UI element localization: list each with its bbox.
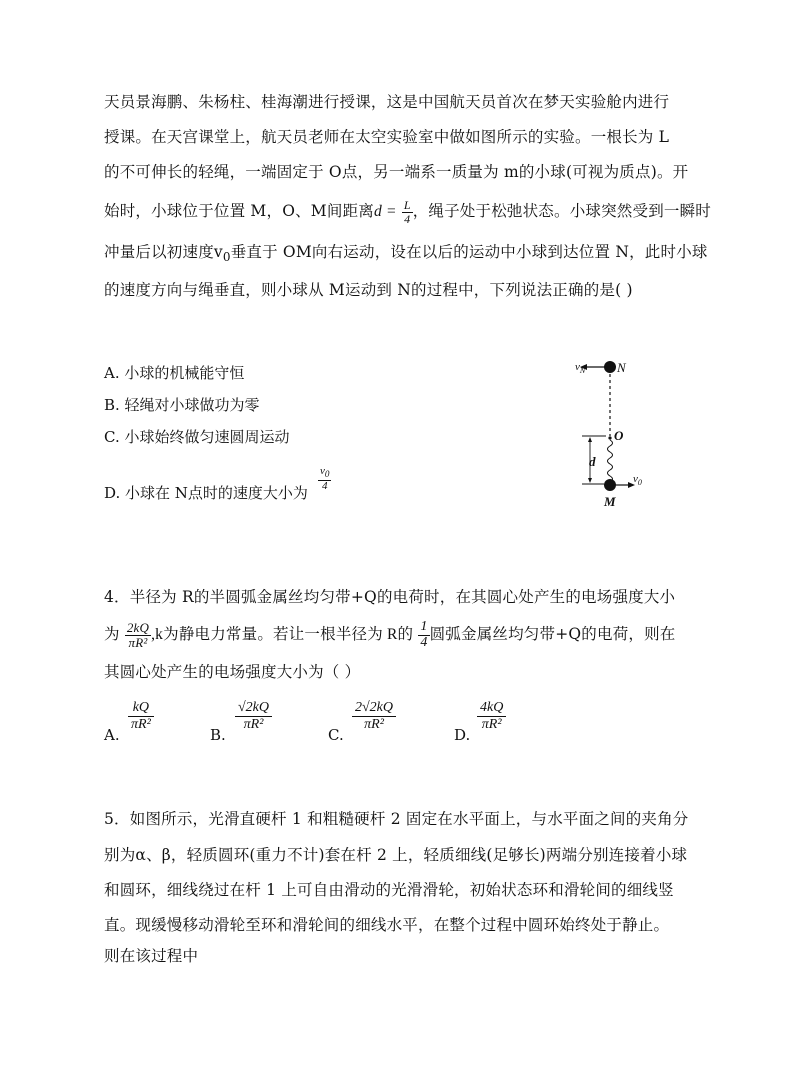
q4-choice-a-fraction: $\frac{kQ}{\text{πR²}}$ [128, 700, 154, 733]
option-d-fraction: $\frac{v_0}{4}$ [320, 465, 330, 492]
q5-line-1: 5．如图所示，光滑直硬杆 1 和粗糙硬杆 2 固定在水平面上，与水平面之间的夹角分 [104, 810, 689, 828]
q4-choice-d-fraction: $\frac{4kQ}{\text{πR²}}$ [477, 700, 506, 733]
label-m: M [604, 494, 616, 509]
q4-line-3: 其圆心处产生的电场强度大小为（ ） [104, 663, 361, 681]
q3-line-4 [104, 199, 711, 225]
q4-line-2-post: 圆弧金属丝均匀带+Q的电荷，则在 [429, 625, 676, 644]
q3-line-5 [104, 240, 708, 264]
q4-choice-d-letter: D. [454, 726, 471, 744]
option-b: B. 轻绳对小球做功为零 [104, 396, 260, 414]
label-n: N [617, 360, 626, 375]
quarter-fraction: $\frac{1}{4}$ [420, 619, 428, 650]
q4-line-1: 4．半径为 R的半圆弧金属丝均匀带+Q的电荷时，在其圆心处产生的电场强度大小 [104, 588, 676, 606]
q4-choice-b-letter: B. [210, 726, 226, 744]
q3-line-6: 的速度方向与绳垂直，则小球从 M运动到 N的过程中，下列说法正确的是( ) [104, 281, 633, 299]
q3-line-4-text: 始时，小球位于位置 M，O、M间距离 [104, 202, 374, 221]
q4-choice-b-fraction: $\frac{√2kQ}{\text{πR²}}$ [235, 700, 272, 733]
label-vn: $v_N$ [575, 361, 586, 376]
q4-line-2-pre: 为 [104, 625, 120, 644]
q3-line-1: 天员景海鹏、朱杨柱、桂海潮进行授课，这是中国航天员首次在梦天实验舱内进行 [104, 93, 670, 111]
q3-line-3: 的不可伸长的轻绳，一端固定于 O点，另一端系一质量为 m的小球(可视为质点)。开 [104, 163, 689, 181]
option-d: D. 小球在 N点时的速度大小为 [104, 484, 308, 502]
q4-choice-a-letter: A. [104, 726, 120, 744]
option-c: C. 小球始终做匀速圆周运动 [104, 428, 290, 446]
2kq-fraction: $\frac{2kQ}{\text{πR²}}$ [126, 620, 150, 650]
l-over-4-fraction: $\frac{L}{4}$ [403, 198, 411, 226]
q5-line-3: 和圆环，细线绕过在杆 1 上可自由滑动的光滑滑轮，初始状态环和滑轮间的细线竖 [104, 881, 674, 899]
label-o: O [614, 428, 624, 443]
option-a: A. 小球的机械能守恒 [104, 364, 245, 382]
q3-line-5-rest: 垂直于 OM向右运动，设在以后的运动中小球到达位置 N，此时小球 [230, 243, 708, 261]
point-o [608, 436, 611, 439]
q4-line-2 [104, 620, 676, 650]
q3-line-4-rest: ，绳子处于松弛状态。小球突然受到一瞬时 [412, 202, 711, 221]
ball-n [604, 361, 616, 373]
d-equals: d = [373, 203, 397, 221]
q4-choice-c-letter: C. [328, 726, 344, 744]
ball-m [604, 479, 616, 491]
q4-line-2-mid: ,k为静电力常量。若让一根半径为 R的 [151, 626, 414, 644]
q5-line-4: 直。现缓慢移动滑轮至环和滑轮间的细线水平，在整个过程中圆环始终处于静止。 [104, 916, 670, 934]
v0-subscript: 0 [222, 250, 231, 265]
q3-line-5-text: 冲量后以初速度v [104, 243, 223, 261]
label-d: d [589, 454, 596, 469]
q4-choice-c-fraction: $\frac{2√2kQ}{\text{πR²}}$ [352, 700, 396, 733]
q5-line-2: 别为α、β，轻质圆环(重力不计)套在杆 2 上，轻质细线(足够长)两端分别连接着小球 [104, 846, 688, 864]
label-v0: $v_0$ [633, 473, 642, 488]
q5-line-5: 则在该过程中 [104, 947, 199, 965]
q3-line-2: 授课。在天宫课堂上，航天员老师在太空实验室中做如图所示的实验。一根长为 L [104, 128, 670, 146]
